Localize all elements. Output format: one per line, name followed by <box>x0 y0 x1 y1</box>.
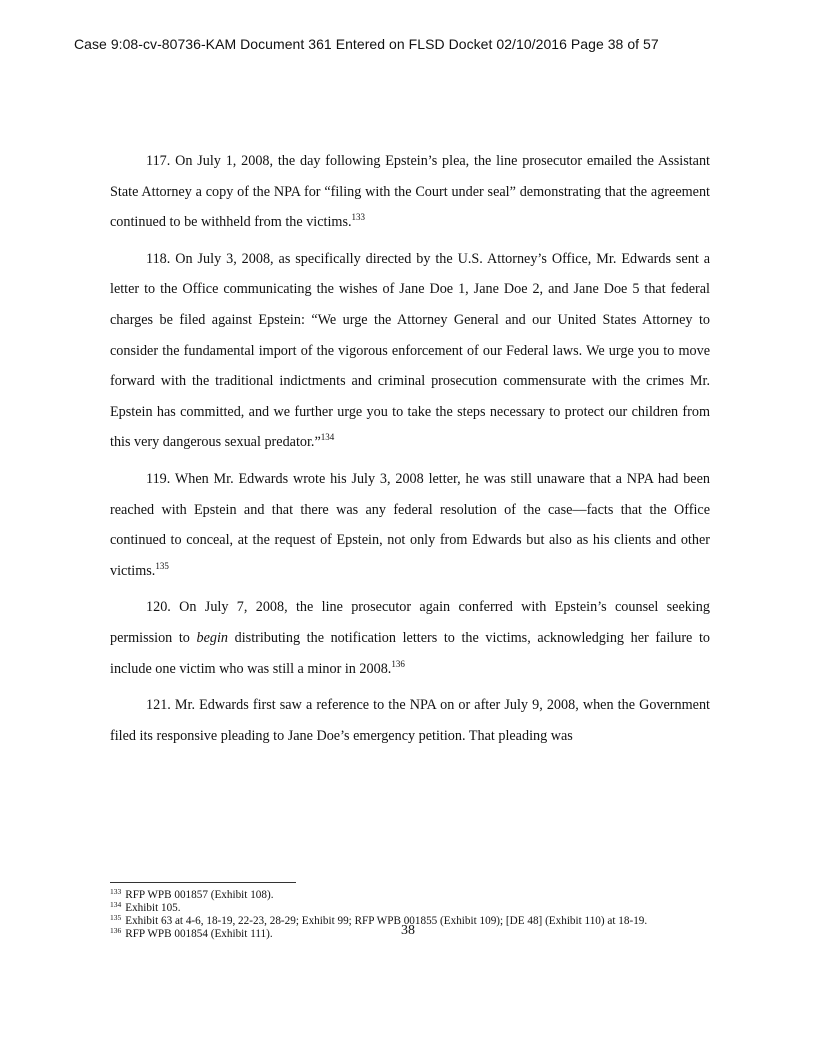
footnote-number: 135 <box>110 913 122 922</box>
paragraph-text: 117. On July 1, 2008, the day following Epstein’s plea, the line prosecutor emailed the Assistant State Attorney a copy of the NPA for “filing with the Court under seal” demonstrating that the agreement continued to be withheld from the victims. <box>110 153 710 231</box>
paragraph-117 <box>110 146 710 238</box>
case-header: Case 9:08-cv-80736-KAM Document 361 Entered on FLSD Docket 02/10/2016 Page 38 of 57 <box>74 36 659 52</box>
paragraph-text: distributing the notification letters to the victims, acknowledging her failure to include one victim who was still a minor in 2008. <box>110 629 710 677</box>
footnote-number: 136 <box>110 926 122 935</box>
footnote-text: Exhibit 63 at 4-6, 18-19, 22-23, 28-29; Exhibit 99; RFP WPB 001855 (Exhibit 109); [DE 48] (Exhibit 110) at 18-19. <box>125 915 648 927</box>
paragraph-text: 118. On July 3, 2008, as specifically directed by the U.S. Attorney’s Office, Mr. Edwards sent a letter to the Office communicating the wishes of Jane Doe 1, Jane Doe 2, and Jane Doe 5 that federal charges be filed against Epstein: “We urge the Attorney General and our United States Attorney to consider the fundamental import of the vigorous enforcement of our Federal laws. We urge you to move forward with the traditional indictments and criminal prosecution commensurate with the crimes Mr. Epstein has committed, and we further urge you to take the steps necessary to protect our children from this very dangerous sexual predator.” <box>110 250 710 451</box>
footnote-number: 134 <box>110 900 122 909</box>
paragraph-text: 119. When Mr. Edwards wrote his July 3, 2008 letter, he was still unaware that a NPA had been reached with Epstein and that there was any federal resolution of the case—facts that the Office continued to conceal, at the request of Epstein, not only from Edwards but also as his clients and other victims. <box>110 470 710 579</box>
footnote-ref-136: 136 <box>391 658 405 669</box>
paragraph-119 <box>110 464 710 586</box>
footnote-ref-135: 135 <box>155 560 169 571</box>
footnote-divider <box>110 882 296 883</box>
emphasis-begin: begin <box>196 629 229 646</box>
footnote-ref-134: 134 <box>320 432 335 443</box>
footnote-number: 133 <box>110 887 122 896</box>
document-body <box>110 146 710 757</box>
paragraph-120 <box>110 592 710 684</box>
footnote-text: Exhibit 105. <box>125 902 181 914</box>
footnote-133 <box>110 889 712 902</box>
footnote-134 <box>110 902 712 915</box>
paragraph-121 <box>110 690 710 751</box>
paragraph-text: 120. On July 7, 2008, the line prosecutor again conferred with Epstein’s counsel seeking permission to <box>110 599 710 646</box>
footnote-text: RFP WPB 001857 (Exhibit 108). <box>125 889 274 901</box>
paragraph-118 <box>110 244 710 458</box>
page-number: 38 <box>401 923 415 938</box>
footnote-ref-133: 133 <box>351 212 366 223</box>
paragraph-text: 121. Mr. Edwards first saw a reference to the NPA on or after July 9, 2008, when the Government filed its responsive pleading to Jane Doe’s emergency petition. That pleading was <box>110 697 710 744</box>
footnote-text: RFP WPB 001854 (Exhibit 111). <box>125 928 273 940</box>
